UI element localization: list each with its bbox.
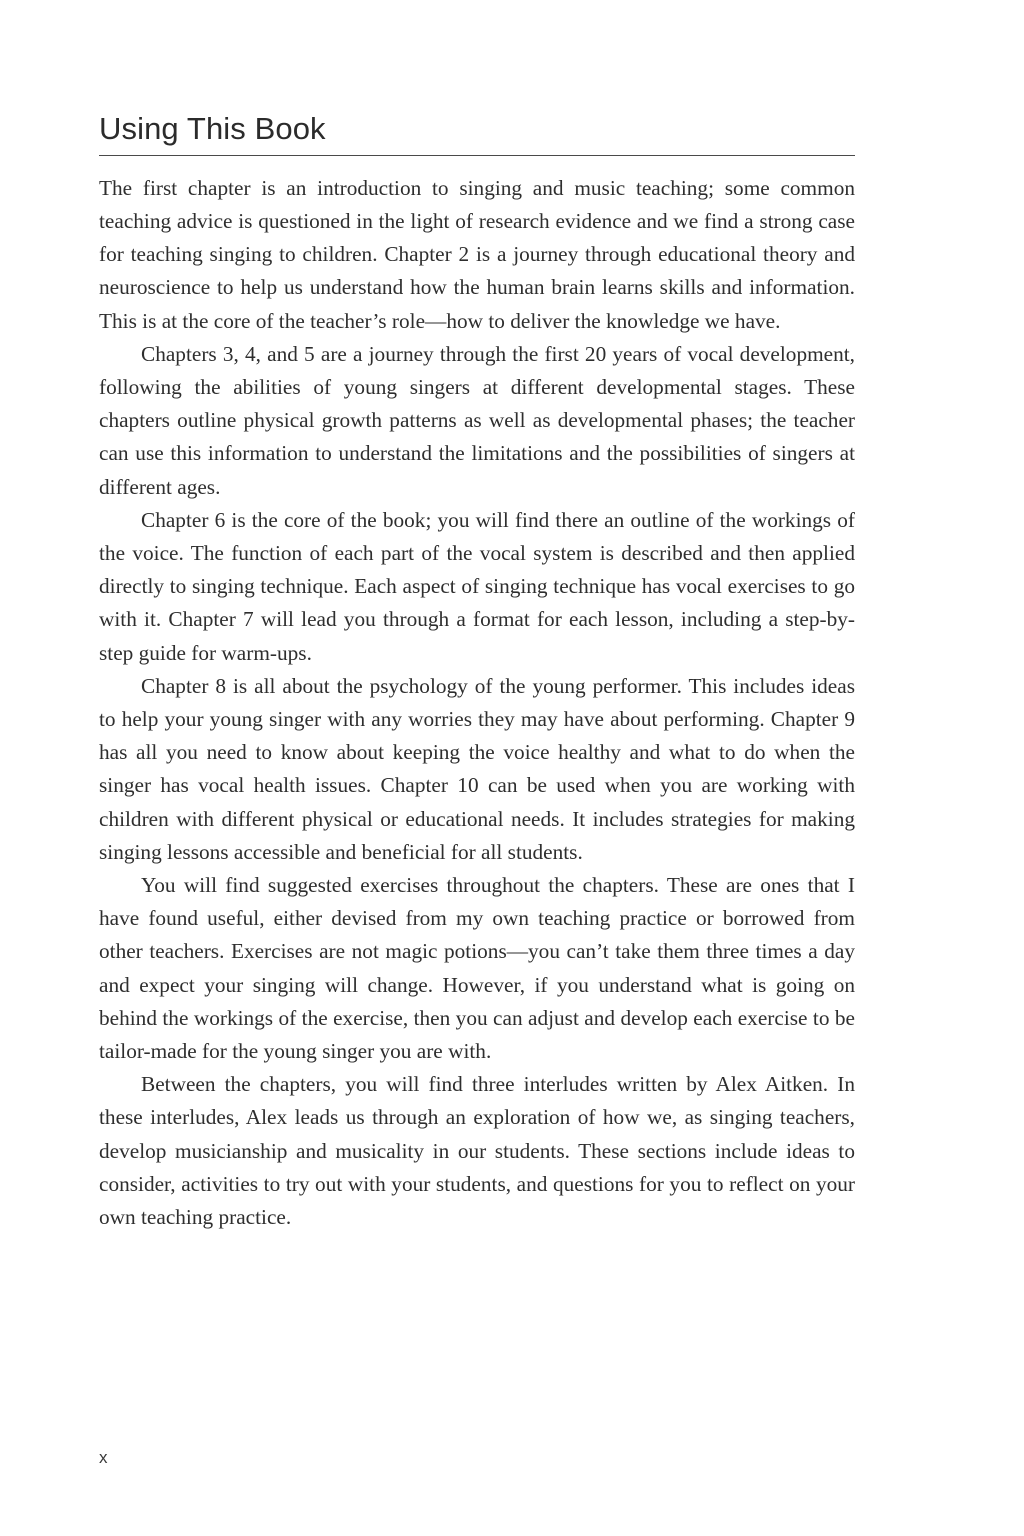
body-paragraph: You will find suggested exercises throughout the chapters. These are ones that I have found useful, either devised from my own teaching practice or borrowed from other teachers. Exercises are not magic potions—you can’t take them three times a day and expect your singing will change. However, if you understand what is going on behind the workings of the exercise, then you can adjust and develop each exercise to be tailor-made for the young singer you are with. [99,872,855,1063]
body-paragraph: Chapters 3, 4, and 5 are a journey through the first 20 years of vocal development, following the abilities of young singers at different developmental stages. These chapters outline physical growth patterns as well as developmental phases; the teacher can use this information to understand the limitations and the possibilities of singers at different ages. [99,341,855,499]
title-divider [99,155,855,156]
page-content [99,112,855,1234]
page-title: Using This Book [99,111,326,146]
body-paragraph: Chapter 6 is the core of the book; you will find there an outline of the workings of the voice. The function of each part of the vocal system is described and then applied directly to singing technique. Each aspect of singing technique has vocal exercises to go with it. Chapter 7 will lead you through a format for each lesson, including a step-by-step guide for warm-ups. [99,507,855,665]
body-paragraph: The first chapter is an introduction to singing and music teaching; some common teaching advice is questioned in the light of research evidence and we find a strong case for teaching singing to children. Chapter 2 is a journey through educational theory and neuroscience to help us understand how the human brain learns skills and information. This is at the core of the teacher’s role—how to deliver the knowledge we have. [99,175,855,333]
page-number: x [99,1448,108,1467]
body-paragraph: Between the chapters, you will find three interludes written by Alex Aitken. In these interludes, Alex leads us through an exploration of how we, as singing teachers, develop musicianship and musicality in our students. These sections include ideas to consider, activities to try out with your students, and questions for you to reflect on your own teaching practice. [99,1072,855,1230]
body-paragraph: Chapter 8 is all about the psychology of the young performer. This includes ideas to help your young singer with any worries they may have about performing. Chapter 9 has all you need to know about keeping the voice healthy and what to do when the singer has vocal health issues. Chapter 10 can be used when you are working with children with different physical or educational needs. It includes strategies for making singing lessons accessible and beneficial for all students. [99,673,855,864]
